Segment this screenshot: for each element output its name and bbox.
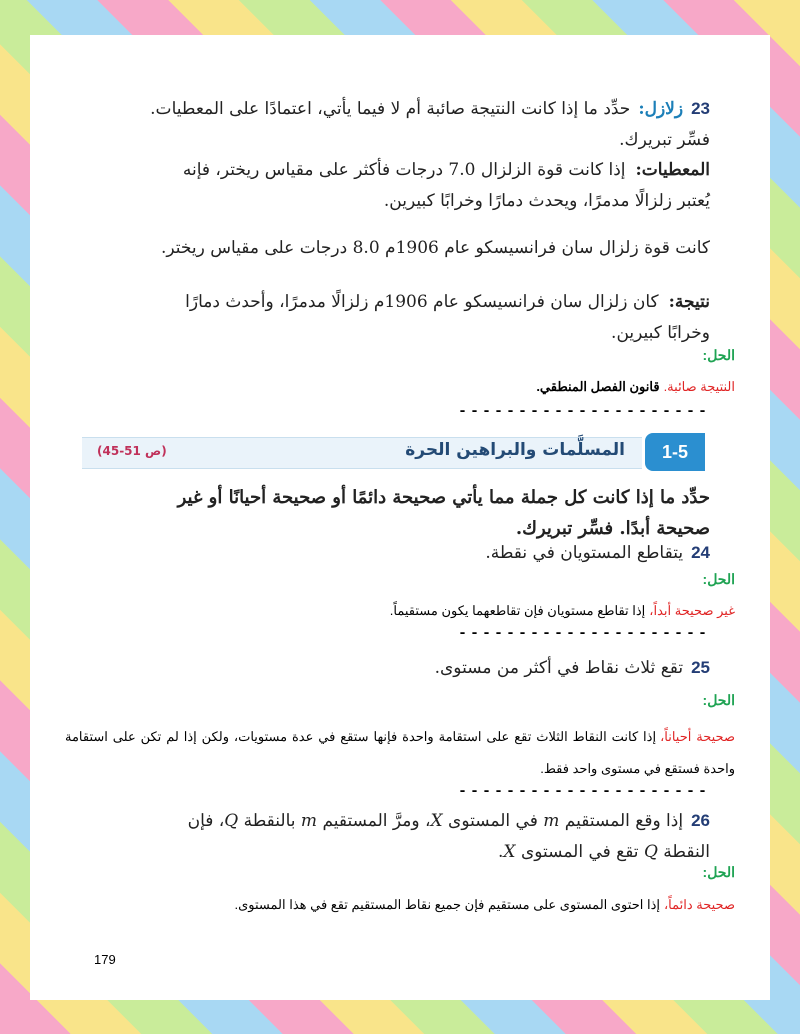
question-text-part: في المستوى bbox=[448, 811, 538, 831]
question-text: يتقاطع المستويان في نقطة. bbox=[485, 543, 684, 563]
answer-explanation: إذا احتوى المستوى على مستقيم فإن جميع نقاط المستقيم تقع في هذا المستوى. bbox=[234, 897, 660, 912]
solution-label-24: الحل: bbox=[702, 571, 735, 587]
solution-label-25: الحل: bbox=[702, 692, 735, 708]
answer-26 bbox=[65, 893, 735, 917]
solution-label-23: الحل: bbox=[702, 347, 735, 363]
result bbox=[150, 287, 710, 349]
section-pages: (ص 51-45) bbox=[97, 444, 167, 458]
question-text: حدِّد ما إذا كانت النتيجة صائبة أم لا فيما يأتي، اعتمادًا على المعطيات. فسِّر تبريرك. bbox=[150, 99, 710, 150]
answer-verdict: النتيجة صائبة. bbox=[663, 379, 735, 394]
question-number: 25 bbox=[691, 658, 710, 677]
divider: --------------------- bbox=[457, 403, 710, 420]
section-number-badge: 1-5 bbox=[645, 433, 705, 471]
plane-x: X bbox=[503, 842, 516, 862]
divider: --------------------- bbox=[457, 625, 710, 642]
question-text-part: تقع في المستوى bbox=[520, 842, 639, 862]
divider: --------------------- bbox=[457, 783, 710, 800]
answer-verdict: صحيحة أحياناً، bbox=[660, 729, 735, 744]
given-text-2: كانت قوة زلزال سان فرانسيسكو عام 1906م 8.0 درجات على مقياس ريختر. bbox=[160, 238, 710, 258]
answer-25 bbox=[65, 721, 735, 785]
question-keyword: زلازل: bbox=[638, 99, 684, 119]
question-text-part: . bbox=[498, 842, 504, 862]
question-23 bbox=[150, 93, 710, 156]
answer-verdict: غير صحيحة أبداً، bbox=[649, 603, 735, 618]
instructions: حدِّد ما إذا كانت كل جملة مما يأتي صحيحة دائمًا أو صحيحة أحيانًا أو غير صحيحة أبدًا. فسِّر تبريرك. bbox=[177, 487, 710, 539]
result-label: نتيجة: bbox=[668, 292, 710, 312]
given-data-2 bbox=[150, 233, 710, 264]
point-q: Q bbox=[643, 842, 658, 862]
question-text-part: بالنقطة bbox=[243, 811, 296, 831]
question-24 bbox=[150, 537, 710, 569]
plane-x: X bbox=[430, 811, 443, 831]
line-m: m bbox=[300, 811, 318, 831]
given-text-1: إذا كانت قوة الزلزال 7.0 درجات فأكثر على مقياس ريختر، فإنه يُعتبر زلزالًا مدمرًا، ويحدث دمارًا وخرابًا كبيرين. bbox=[182, 160, 710, 211]
result-text: كان زلزال سان فرانسيسكو عام 1906م زلزالًا مدمرًا، وأحدث دمارًا وخرابًا كبيرين. bbox=[185, 292, 710, 343]
question-number: 26 bbox=[691, 811, 710, 830]
point-q: Q bbox=[224, 811, 239, 831]
section-banner bbox=[82, 433, 705, 471]
given-label: المعطيات: bbox=[635, 160, 710, 180]
answer-24 bbox=[65, 599, 735, 623]
given-data bbox=[150, 155, 710, 217]
section-title: المسلَّمات والبراهين الحرة bbox=[405, 440, 625, 460]
question-25 bbox=[150, 652, 710, 684]
answer-verdict: صحيحة دائماً، bbox=[663, 897, 735, 912]
question-text-part: ، فإن النقطة bbox=[187, 811, 710, 862]
question-text: تقع ثلاث نقاط في أكثر من مستوى. bbox=[434, 658, 684, 678]
line-m: m bbox=[543, 811, 560, 831]
answer-explanation: إذا كانت النقاط الثلاث تقع على استقامة واحدة فإنها ستقع في عدة مستويات، ولكن إذا لم تكن على استقامة واحدة فستقع في مستوى واحد فقط. bbox=[65, 729, 735, 776]
answer-explanation: إذا تقاطع مستويان فإن تقاطعهما يكون مستقيماً. bbox=[389, 603, 646, 618]
question-number: 23 bbox=[691, 99, 710, 118]
question-text-part: إذا وقع المستقيم bbox=[564, 811, 684, 831]
question-text-part: ، ومرَّ المستقيم bbox=[322, 811, 431, 831]
answer-explanation: قانون الفصل المنطقي. bbox=[536, 379, 660, 394]
page-number: 179 bbox=[94, 952, 116, 967]
question-number: 24 bbox=[691, 543, 710, 562]
solution-label-26: الحل: bbox=[702, 864, 735, 880]
question-26 bbox=[150, 805, 710, 868]
answer-23 bbox=[65, 375, 735, 399]
page bbox=[30, 35, 770, 1000]
